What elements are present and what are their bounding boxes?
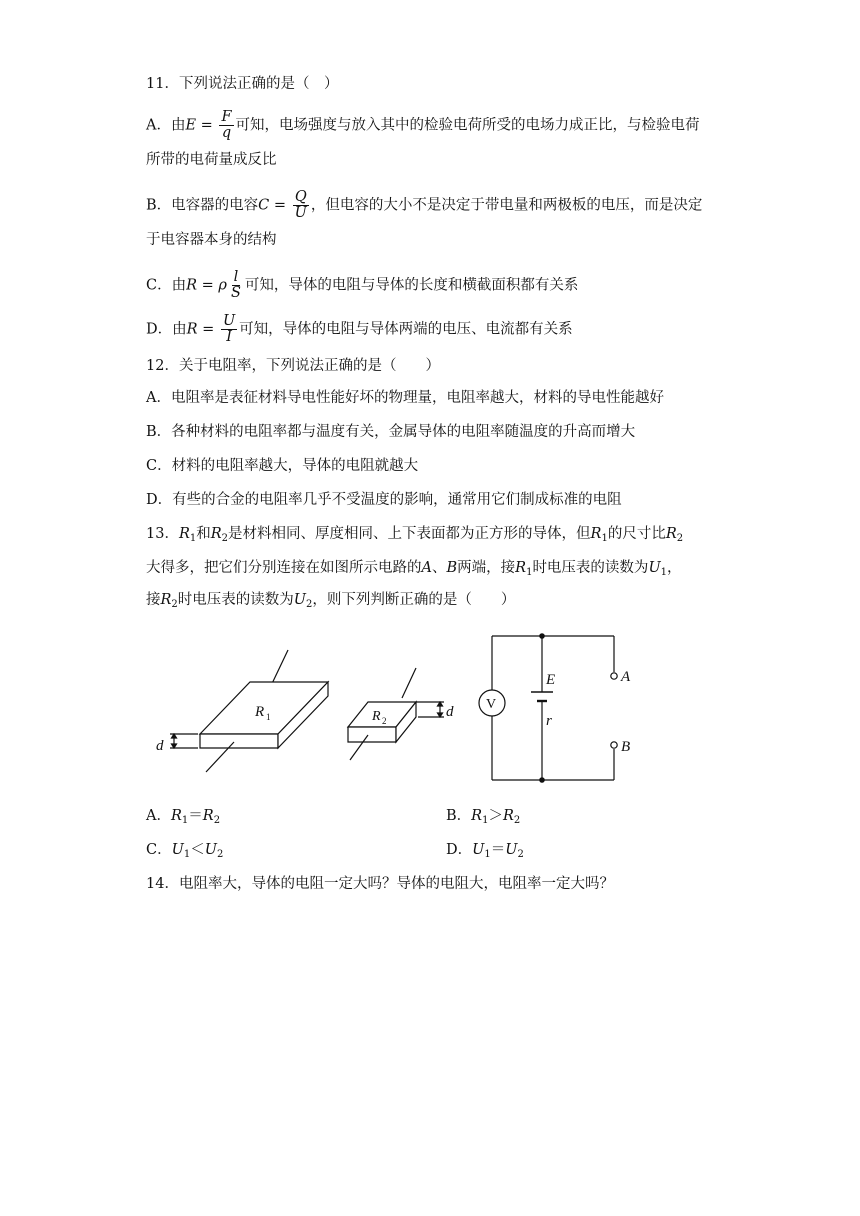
q12-stem: 12．关于电阻率，下列说法正确的是（ ） bbox=[146, 358, 440, 374]
q13-option-a: A．$R_1=R_2$ bbox=[146, 808, 221, 826]
terminal-a-label: A bbox=[621, 669, 631, 685]
q12-option-d: D．有些的合金的电阻率几乎不受温度的影响，通常用它们制成标准的电阻 bbox=[146, 492, 622, 508]
voltmeter-label: V bbox=[486, 697, 497, 712]
q11-option-d: D．由R = $\frac{U}{I}$ 可知，导体的电阻与导体两端的电压、电流都有关系 bbox=[146, 313, 573, 345]
internal-resistance-label: r bbox=[546, 713, 552, 729]
q11-option-a: A．由E = $\frac{F}{q}$ 可知，电场强度与放入其中的检验电荷所受的电场力成正比，与检验电荷 bbox=[146, 109, 700, 141]
q12-option-c: C．材料的电阻率越大，导体的电阻就越大 bbox=[146, 458, 419, 474]
r2-subscript: 2 bbox=[382, 716, 387, 726]
terminal-a bbox=[611, 673, 617, 679]
conductor-r1 bbox=[156, 650, 328, 772]
q12-option-b: B．各种材料的电阻率都与温度有关，金属导体的电阻率随温度的升高而增大 bbox=[146, 424, 636, 440]
q13-figure bbox=[150, 630, 650, 794]
q11-option-c: C．由R = ρ $\frac{l}{S}$ 可知，导体的电阻与导体的长度和横截面积都有关系 bbox=[146, 269, 579, 301]
q11-option-b-cont: 于电容器本身的结构 bbox=[146, 232, 277, 248]
q13-line-2: 大得多，把它们分别连接在如图所示电路的A、B两端，接$R_1$时电压表的读数为$U_1$， bbox=[146, 560, 682, 578]
junction-dot-bottom bbox=[540, 778, 544, 782]
d-label-right: d bbox=[446, 704, 454, 720]
circuit bbox=[479, 634, 631, 782]
q13-option-c: C．$U_1<U_2$ bbox=[146, 842, 224, 860]
junction-dot-top bbox=[540, 634, 544, 638]
conductor-r2 bbox=[348, 668, 454, 760]
q11-option-b: B．电容器的电容C = $\frac{Q}{U}$ ，但电容的大小不是决定于带电量和两极板的电压，而是决定 bbox=[146, 189, 703, 221]
terminal-b bbox=[611, 742, 617, 748]
r1-label: R bbox=[255, 704, 265, 720]
d-label-left: d bbox=[156, 738, 164, 754]
emf-label: E bbox=[546, 672, 556, 688]
terminal-b-label: B bbox=[621, 739, 631, 755]
q13-option-d: D．$U_1=U_2$ bbox=[446, 842, 524, 860]
q11-stem: 11．下列说法正确的是（ ） bbox=[146, 76, 339, 92]
q13-line-3: 接$R_2$时电压表的读数为$U_2$，则下列判断正确的是（ ） bbox=[146, 592, 516, 610]
q11-option-a-cont: 所带的电荷量成反比 bbox=[146, 152, 277, 168]
q14-stem: 14．电阻率大，导体的电阻一定大吗？导体的电阻大，电阻率一定大吗？ bbox=[146, 876, 614, 892]
q13-line-1: 13．$R_1$和$R_2$是材料相同、厚度相同、上下表面都为正方形的导体，但$R_1$的尺寸比$R_2$ bbox=[146, 526, 684, 544]
q12-option-a: A．电阻率是表征材料导电性能好坏的物理量，电阻率越大，材料的导电性能越好 bbox=[146, 390, 664, 406]
r1-subscript: 1 bbox=[266, 712, 271, 722]
r2-label: R bbox=[372, 709, 381, 724]
q13-option-b: B．$R_1>R_2$ bbox=[446, 808, 521, 826]
